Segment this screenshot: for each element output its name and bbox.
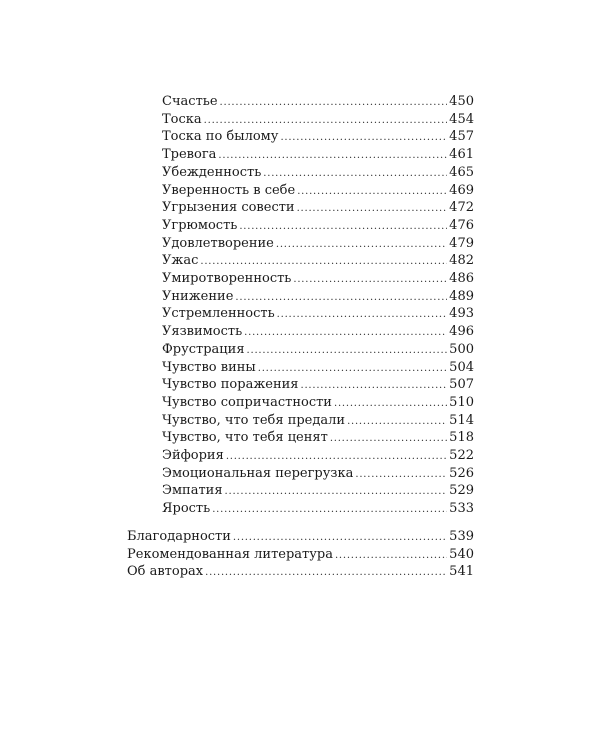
toc-entry-title: Чувство сопричастности xyxy=(162,394,332,410)
toc-entry-title: Устремленность xyxy=(162,306,275,322)
toc-entry-page-number: 482 xyxy=(449,253,474,269)
toc-entry-page-number: 500 xyxy=(449,341,474,357)
back-matter-title: Рекомендованная литература xyxy=(127,546,333,562)
toc-entry-title: Тоска по былому xyxy=(162,129,279,145)
toc-entry-title: Убежденность xyxy=(162,164,262,180)
toc-entry[interactable] xyxy=(162,235,474,253)
toc-entry[interactable] xyxy=(162,323,474,341)
toc-entry[interactable] xyxy=(162,146,474,164)
toc-entry-page-number: 533 xyxy=(449,501,474,517)
toc-entry-title: Уверенность в себе xyxy=(162,182,296,198)
toc-entry-title: Уязвимость xyxy=(162,324,243,340)
toc-entry-page-number: 476 xyxy=(449,217,474,233)
dot-leader xyxy=(277,306,448,323)
toc-entry-page-number: 504 xyxy=(449,359,474,375)
dot-leader xyxy=(335,547,447,564)
toc-entry-title: Эмпатия xyxy=(162,483,223,499)
back-matter-page-number: 539 xyxy=(449,529,474,544)
dot-leader xyxy=(239,218,447,235)
toc-entry-page-number: 454 xyxy=(449,111,474,127)
toc-entry[interactable] xyxy=(162,288,474,306)
toc-entry-page-number: 486 xyxy=(449,271,474,286)
toc-entry-page-number: 493 xyxy=(449,306,474,322)
toc-entry-title: Ужас xyxy=(162,253,199,269)
toc-entry[interactable] xyxy=(162,199,474,217)
toc-entry[interactable] xyxy=(162,341,474,359)
toc-entry-page-number: 450 xyxy=(449,94,474,109)
toc-entry[interactable] xyxy=(162,376,474,394)
dot-leader xyxy=(334,395,447,412)
toc-entry[interactable] xyxy=(162,111,474,129)
dot-leader xyxy=(347,413,447,430)
toc-entry[interactable] xyxy=(162,128,474,146)
toc-entry-page-number: 514 xyxy=(449,412,474,428)
dot-leader xyxy=(204,112,448,129)
toc-entry[interactable] xyxy=(162,252,474,270)
dot-leader xyxy=(293,271,447,288)
dot-leader xyxy=(205,564,447,581)
dot-leader xyxy=(330,430,447,447)
toc-entry[interactable] xyxy=(162,359,474,377)
toc-entry[interactable] xyxy=(162,305,474,323)
toc-entry[interactable] xyxy=(162,500,474,518)
toc-entry-title: Чувство, что тебя предали xyxy=(162,412,346,428)
toc-entry-page-number: 526 xyxy=(449,465,474,481)
dot-leader xyxy=(263,165,447,182)
toc-entry[interactable] xyxy=(162,93,474,111)
toc-entry-title: Умиротворенность xyxy=(162,271,292,286)
toc-entry-title: Тревога xyxy=(162,147,217,163)
toc-entry-page-number: 465 xyxy=(449,164,474,180)
toc-entry[interactable] xyxy=(162,482,474,500)
toc-entry-title: Фрустрация xyxy=(162,341,245,357)
dot-leader xyxy=(200,253,447,270)
dot-leader xyxy=(276,236,447,253)
toc-entry-page-number: 522 xyxy=(449,448,474,463)
toc-entry[interactable] xyxy=(162,465,474,483)
toc-entry-title: Унижение xyxy=(162,288,234,304)
toc-entry-page-number: 510 xyxy=(449,394,474,410)
back-matter-title: Благодарности xyxy=(127,529,231,544)
dot-leader xyxy=(297,183,447,200)
toc-entry-page-number: 472 xyxy=(449,200,474,216)
toc-entry-page-number: 479 xyxy=(449,235,474,251)
toc-entry[interactable] xyxy=(162,394,474,412)
toc-entry-title: Чувство поражения xyxy=(162,377,299,393)
back-matter-entry[interactable] xyxy=(127,546,474,564)
dot-leader xyxy=(355,466,447,483)
back-matter-title: Об авторах xyxy=(127,564,204,580)
toc-entry-title: Эмоциональная перегрузка xyxy=(162,465,354,481)
toc-entry[interactable] xyxy=(162,182,474,200)
toc-entry-page-number: 461 xyxy=(449,147,474,163)
toc-entry-title: Чувство вины xyxy=(162,359,256,375)
toc-entry-page-number: 518 xyxy=(449,430,474,446)
back-matter-page-number: 540 xyxy=(449,546,474,562)
toc-entry-title: Эйфория xyxy=(162,448,224,463)
dot-leader xyxy=(225,483,448,500)
toc-entry-title: Чувство, что тебя ценят xyxy=(162,430,328,446)
toc-entry-title: Удовлетворение xyxy=(162,235,274,251)
dot-leader xyxy=(301,377,448,394)
dot-leader xyxy=(218,147,447,164)
toc-entry-title: Угрызения совести xyxy=(162,200,295,216)
dot-leader xyxy=(258,360,447,377)
back-matter-entry[interactable] xyxy=(127,528,474,546)
dot-leader xyxy=(244,324,447,341)
toc-entry-page-number: 457 xyxy=(449,129,474,145)
toc-entry[interactable] xyxy=(162,429,474,447)
toc-entry-title: Счастье xyxy=(162,94,218,109)
toc-entry-page-number: 489 xyxy=(449,288,474,304)
toc-entry-page-number: 529 xyxy=(449,483,474,499)
back-matter-page-number: 541 xyxy=(449,564,474,580)
toc-entry[interactable] xyxy=(162,217,474,235)
dot-leader xyxy=(233,529,447,546)
dot-leader xyxy=(220,94,448,111)
back-matter-entry[interactable] xyxy=(127,563,474,581)
dot-leader xyxy=(247,342,448,359)
dot-leader xyxy=(297,200,448,217)
toc-entry-title: Угрюмость xyxy=(162,217,238,233)
toc-entry-page-number: 507 xyxy=(449,377,474,393)
dot-leader xyxy=(212,501,447,518)
toc-entry-page-number: 469 xyxy=(449,182,474,198)
toc-entry-page-number: 496 xyxy=(449,324,474,340)
dot-leader xyxy=(280,129,447,146)
toc-entry[interactable] xyxy=(162,412,474,430)
dot-leader xyxy=(226,448,447,465)
dot-leader xyxy=(235,289,447,306)
toc-entry[interactable] xyxy=(162,270,474,288)
toc-entry-title: Ярость xyxy=(162,501,211,517)
toc-entry[interactable] xyxy=(162,164,474,182)
toc-entry[interactable] xyxy=(162,447,474,465)
toc-entry-title: Тоска xyxy=(162,111,202,127)
